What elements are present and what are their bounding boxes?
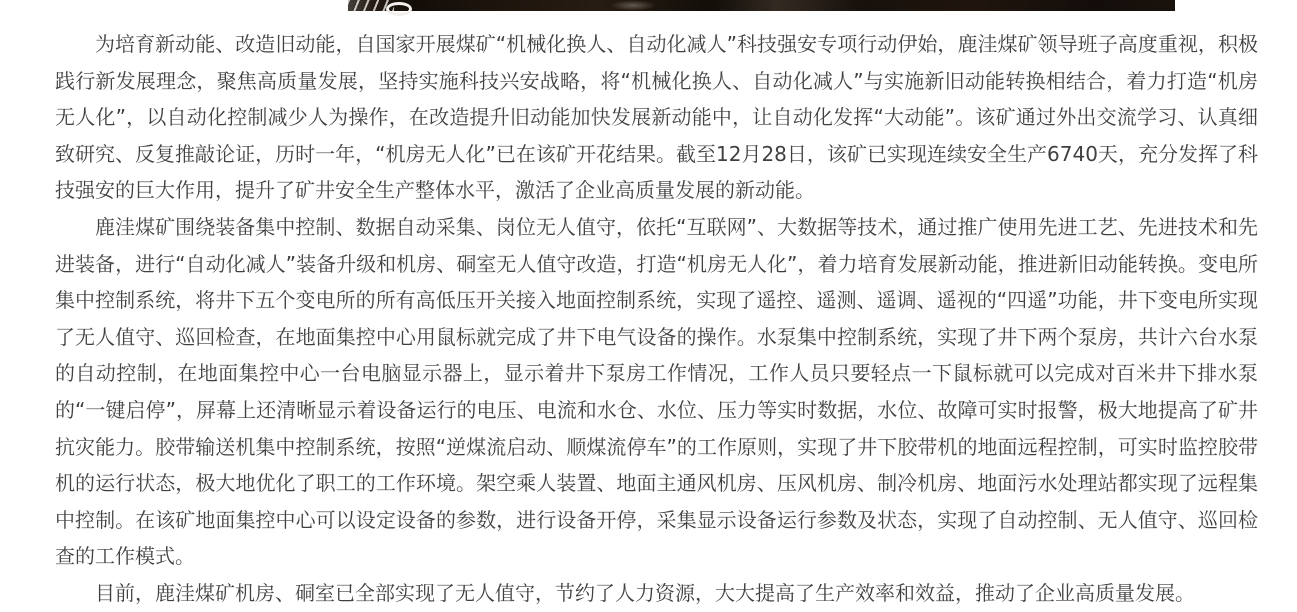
article-paragraph: 为培育新动能、改造旧动能，自国家开展煤矿“机械化换人、自动化减人”科技强安专项行动伊始，鹿洼煤矿领导班子高度重视，积极践行新发展理念，聚焦高质量发展，坚持实施科技兴安战略，将“机械化换人、自动化减人”与实施新旧动能转换相结合，着力打造“机房无人化”，以自动化控制减少人为操作，在改造提升旧动能加快发展新动能中，让自动化发挥“大动能”。该矿通过外出交流学习、认真细致研究、反复推敲论证，历时一年，“机房无人化”已在该矿开花结果。截至12月28日，该矿已实现连续安全生产6740天，充分发挥了科技强安的巨大作用，提升了矿井安全生产整体水平，激活了企业高质量发展的新动能。: [55, 32, 1258, 203]
article-paragraph: 目前，鹿洼煤矿机房、硐室已全部实现了无人值守，节约了人力资源，大大提高了生产效率和效益，推动了企业高质量发展。: [95, 580, 1195, 605]
article-body: [55, 0, 1258, 612]
article-paragraph: 鹿洼煤矿围绕装备集中控制、数据自动采集、岗位无人值守，依托“互联网”、大数据等技术，通过推广使用先进工艺、先进技术和先进装备，进行“自动化减人”装备升级和机房、硐室无人值守改造，打造“机房无人化”，着力培育发展新动能，推进新旧动能转换。变电所集中控制系统，将井下五个变电所的所有高低压开关接入地面控制系统，实现了遥控、遥测、遥调、遥视的“四遥”功能，井下变电所实现了无人值守、巡回检查，在地面集控中心用鼠标就完成了井下电气设备的操作。水泵集中控制系统，实现了井下两个泵房，共计六台水泵的自动控制，在地面集控中心一台电脑显示器上，显示着井下泵房工作情况，工作人员只要轻点一下鼠标就可以完成对百米井下排水泵的“一键启停”，屏幕上还清晰显示着设备运行的电压、电流和水仓、水位、压力等实时数据，水位、故障可实时报警，极大地提高了矿井抗灾能力。胶带输送机集中控制系统，按照“逆煤流启动、顺煤流停车”的工作原则，实现了井下胶带机的地面远程控制，可实时监控胶带机的运行状态，极大地优化了职工的工作环境。架空乘人装置、地面主通风机房、压风机房、制冷机房、地面污水处理站都实现了远程集中控制。在该矿地面集控中心可以设定设备的参数，进行设备开停，采集显示设备运行参数及状态，实现了自动控制、无人值守、巡回检查的工作模式。: [55, 214, 1258, 569]
